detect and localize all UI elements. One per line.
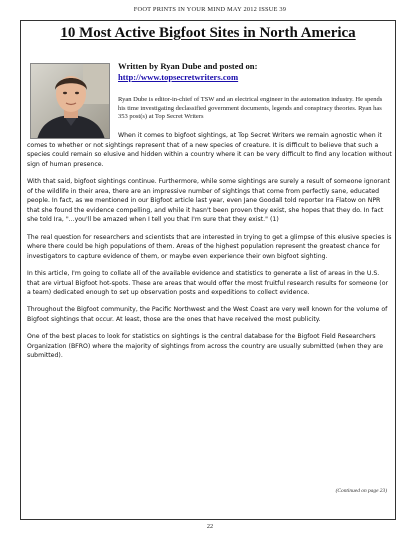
- running-head: FOOT PRINTS IN YOUR MIND MAY 2012 ISSUE 39: [133, 6, 287, 13]
- author-portrait-image: [31, 64, 110, 139]
- body-paragraph: Throughout the Bigfoot community, the Pacific Northwest and the West Coast are very well known for the volume of Bigfoot sightings that occur. At least, those are the ones that have received the most publicity.: [27, 306, 388, 323]
- author-photo: [30, 63, 110, 139]
- body-paragraph: One of the best places to look for statistics on sightings is the central database for the Bigfoot Field Researchers Organization (BFRO) where the majority of sightings from across the country are usually submitted (when they are submitted).: [27, 333, 384, 360]
- article-title: 10 Most Active Bigfoot Sites in North America: [60, 25, 356, 41]
- byline-text: Written by Ryan Dube and posted on:: [118, 61, 258, 71]
- article-body: [27, 131, 392, 368]
- byline: [118, 61, 257, 83]
- body-paragraph: With that said, bigfoot sightings continue. Furthermore, while some sightings are surely a result of someone ignorant of the wildlife in their area, there are an impressive number of sightings that come from perfectly sane, educated people. In fact, as we mentioned in our Bigfoot article last year, even Jane Goodall told reporter Ira Flatow on NPR that she found the evidence compelling, and while it hasn't been proven they exist, she hopes that they do. In fact she told Ira, "...you'll be amazed when I tell you that I'm sure that they exist." (1): [27, 177, 391, 224]
- author-bio: Ryan Dube is editor-in-chief of TSW and an electrical engineer in the automation industry. He spends his time investigating declassified government documents, legends and conspiracy theories. Ryan has 353 post(s) at Top Secret Writers: [118, 96, 383, 121]
- page-number: 22: [206, 523, 214, 530]
- body-paragraph: In this article, I'm going to collate all of the available evidence and statistics to generate a list of areas in the U.S. that are virtual Bigfoot hot-spots. These are areas that would offer the most fruitful research results for someone (or a team) dedicated enough to set up observation posts and expeditions to collect evidence.: [27, 269, 389, 297]
- body-paragraph: The real question for researchers and scientists that are interested in trying to get a glimpse of this elusive species is where there could be high populations of them. Areas of the highest population represent the greatest chance for investigators to capture evidence of them, or maybe even experience their own bigfoot sighting.: [27, 233, 392, 260]
- article-frame: [20, 20, 396, 520]
- source-link[interactable]: http://www.topsecretwriters.com: [118, 72, 239, 82]
- body-paragraph: When it comes to bigfoot sightings, at Top Secret Writers we remain agnostic when it comes to whether or not sightings represent that of a new species of creature. It is difficult to believe that such a species could remain so elusive and hidden within a country where it can be very difficult to find any location without sign of human presence.: [27, 132, 392, 168]
- continued-note: (Continued on page 23): [335, 488, 387, 494]
